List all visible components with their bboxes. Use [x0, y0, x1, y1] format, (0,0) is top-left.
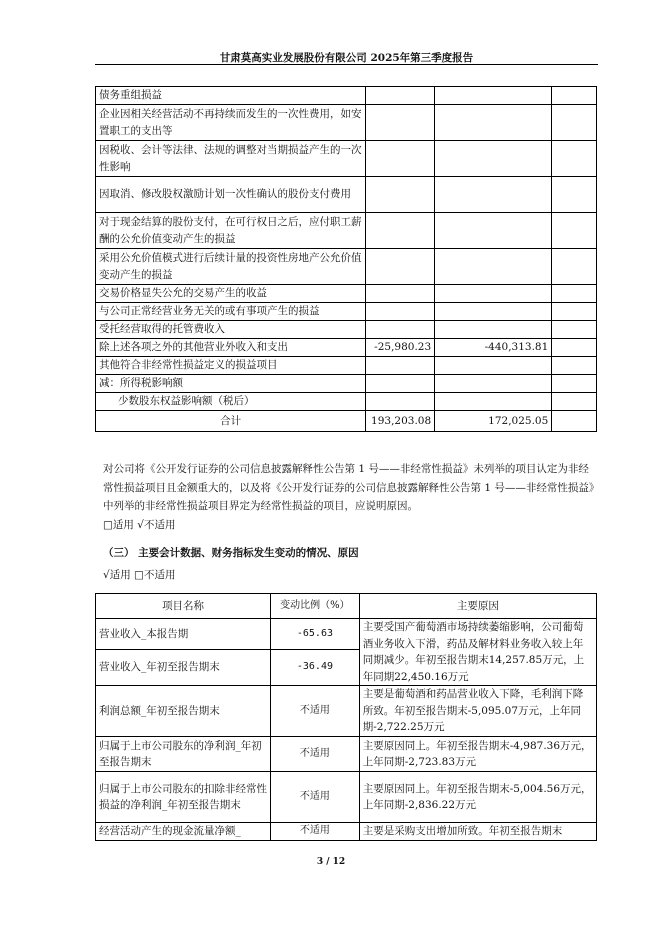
ytd-cell [435, 141, 552, 177]
current-period-cell [366, 87, 435, 105]
remark-cell [552, 105, 597, 141]
item-cell: 与公司正常经营业务无关的或有事项产生的损益 [96, 303, 366, 321]
total-current: 193,203.08 [366, 411, 435, 432]
item-cell: 受托经营取得的托管费收入 [96, 321, 366, 339]
current-period-cell [366, 357, 435, 375]
ytd-cell: -440,313.81 [435, 339, 552, 357]
table-row [96, 357, 597, 375]
table-row [96, 213, 597, 249]
table-row [96, 393, 597, 411]
section-title: （三） 主要会计数据、财务指标发生变动的情况、原因 [103, 547, 359, 559]
remark-cell [552, 339, 597, 357]
table-row [96, 375, 597, 393]
ytd-cell [435, 375, 552, 393]
item-cell: 营业收入_年初至报告期末 [96, 650, 271, 686]
table-row [96, 823, 597, 841]
current-period-cell: -25,980.23 [366, 339, 435, 357]
item-cell: 采用公允价值模式进行后续计量的投资性房地产公允价值变动产生的损益 [96, 249, 366, 285]
page-number: 3 / 12 [316, 857, 346, 867]
item-cell: 债务重组损益 [96, 87, 366, 105]
ratio-cell: 不适用 [271, 686, 360, 737]
total-label: 合计 [96, 411, 366, 432]
ytd-cell [435, 303, 552, 321]
remark-cell [552, 393, 597, 411]
ytd-cell [435, 213, 552, 249]
current-period-cell [366, 249, 435, 285]
remark-cell [552, 177, 597, 213]
current-period-cell [366, 177, 435, 213]
item-cell: 因取消、修改股权激励计划一次性确认的股份支付费用 [96, 177, 366, 213]
item-cell: 经营活动产生的现金流量净额_ [96, 823, 271, 841]
reason-cell: 主要原因同上。年初至报告期末-4,987.36万元，上年同期-2,723.83万元 [359, 737, 596, 772]
non-recurring-gains-table [95, 86, 597, 432]
item-cell: 对于现金结算的股份支付，在可行权日之后，应付职工薪酬的公允价值变动产生的损益 [96, 213, 366, 249]
ytd-cell [435, 321, 552, 339]
current-period-cell [366, 393, 435, 411]
current-period-cell [366, 303, 435, 321]
table-row [96, 303, 597, 321]
ratio-cell: 不适用 [271, 772, 360, 823]
note-checkbox: □适用 √不适用 [103, 518, 176, 531]
note-paragraph [103, 460, 595, 534]
remark-cell [552, 249, 597, 285]
current-period-cell [366, 285, 435, 303]
total-ytd: 172,025.05 [435, 411, 552, 432]
table-row [96, 285, 597, 303]
remark-cell [552, 87, 597, 105]
header-ratio: 变动比例（%） [271, 594, 360, 619]
ytd-cell [435, 177, 552, 213]
item-cell: 减：所得税影响额 [96, 375, 366, 393]
item-cell: 除上述各项之外的其他营业外收入和支出 [96, 339, 366, 357]
current-period-cell [366, 141, 435, 177]
item-cell: 归属于上市公司股东的净利润_年初至报告期末 [96, 737, 271, 772]
ytd-cell [435, 87, 552, 105]
remark-cell [552, 357, 597, 375]
ytd-cell [435, 249, 552, 285]
table-row [96, 619, 597, 650]
current-period-cell [366, 213, 435, 249]
remark-cell [552, 285, 597, 303]
table-row [96, 772, 597, 823]
section-checkbox: √适用 □不适用 [103, 569, 176, 581]
ytd-cell [435, 393, 552, 411]
report-header: 甘肃莫高实业发展股份有限公司 2025年第三季度报告 [219, 52, 474, 64]
header-rule [95, 64, 598, 65]
item-cell: 交易价格显失公允的交易产生的收益 [96, 285, 366, 303]
ratio-cell: -65.63 [271, 619, 360, 650]
header-item: 项目名称 [96, 594, 271, 619]
table-header-row [96, 594, 597, 619]
table-row [96, 686, 597, 737]
table-row [96, 249, 597, 285]
remark-cell [552, 375, 597, 393]
table-row [96, 321, 597, 339]
header-reason: 主要原因 [359, 594, 596, 619]
ytd-cell [435, 357, 552, 375]
remark-cell [552, 321, 597, 339]
current-period-cell [366, 321, 435, 339]
remark-cell [552, 213, 597, 249]
total-remark [552, 411, 597, 432]
total-row [96, 411, 597, 432]
item-cell: 因税收、会计等法律、法规的调整对当期损益产生的一次性影响 [96, 141, 366, 177]
ratio-cell: -36.49 [271, 650, 360, 686]
table-row [96, 737, 597, 772]
financial-changes-table [95, 593, 597, 841]
current-period-cell [366, 375, 435, 393]
ytd-cell [435, 105, 552, 141]
reason-cell: 主要原因同上。年初至报告期末-5,004.56万元，上年同期-2,836.22万元 [359, 772, 596, 823]
remark-cell [552, 141, 597, 177]
reason-cell: 主要受国产葡萄酒市场持续萎缩影响，公司葡萄酒业务收入下滑，药品及解材料业务收入较上年同期减少。年初至报告期末14,257.85万元，上年同期22,450.16万元 [359, 619, 596, 686]
reason-cell: 主要是葡萄酒和药品营业收入下降，毛利润下降所致。年初至报告期末-5,095.07万元，上年同期-2,722.25万元 [359, 686, 596, 737]
item-cell: 利润总额_年初至报告期末 [96, 686, 271, 737]
table-row [96, 141, 597, 177]
table-row [96, 339, 597, 357]
remark-cell [552, 303, 597, 321]
item-cell: 其他符合非经常性损益定义的损益项目 [96, 357, 366, 375]
item-cell: 归属于上市公司股东的扣除非经常性损益的净利润_年初至报告期末 [96, 772, 271, 823]
note-text: 对公司将《公开发行证券的公司信息披露解释性公告第 1 号——非经常性损益》未列举的项目认定为非经常性损益项目且金额重大的，以及将《公开发行证券的公司信息披露解释性公告第 1 号——非经常性损益》中列举的非经常性损益项目界定为经常性损益的项目，应说明原因。 [103, 463, 595, 512]
table-row [96, 177, 597, 213]
item-cell: 企业因相关经营活动不再持续而发生的一次性费用，如安置职工的支出等 [96, 105, 366, 141]
reason-cell: 主要是采购支出增加所致。年初至报告期末 [359, 823, 596, 841]
ytd-cell [435, 285, 552, 303]
ratio-cell: 不适用 [271, 823, 360, 841]
table-row [96, 87, 597, 105]
table-row [96, 105, 597, 141]
item-cell: 少数股东权益影响额（税后） [96, 393, 366, 411]
current-period-cell [366, 105, 435, 141]
item-cell: 营业收入_本报告期 [96, 619, 271, 650]
ratio-cell: 不适用 [271, 737, 360, 772]
